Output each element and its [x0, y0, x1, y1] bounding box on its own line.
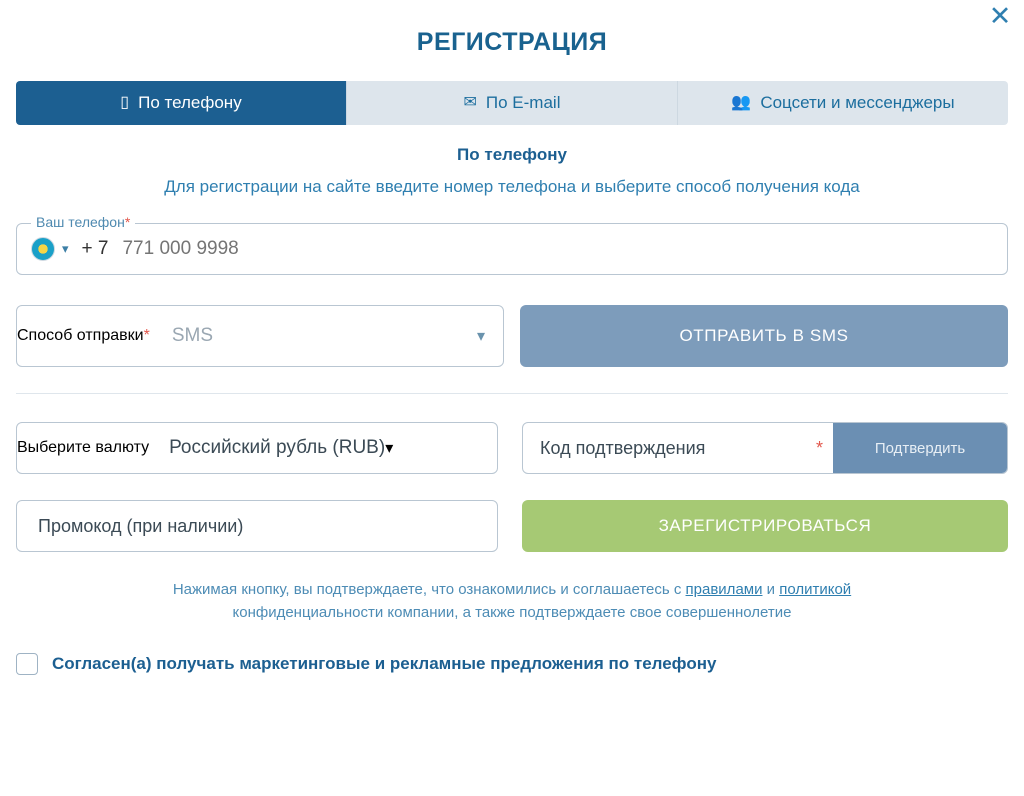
delivery-method-select[interactable]: [16, 305, 504, 367]
currency-value: Российский рубль (RUB): [169, 437, 386, 458]
page-title: РЕГИСТРАЦИЯ: [416, 28, 608, 56]
marketing-consent-checkbox[interactable]: [16, 653, 38, 675]
terms-part3: конфиденциальности компании, а также подтверждаете свое совершеннолетие: [232, 604, 792, 622]
divider: [16, 393, 1008, 394]
section-description: Для регистрации на сайте введите номер телефона и выберите способ получения кода: [164, 177, 860, 196]
terms-part1: Нажимая кнопку, вы подтверждаете, что ознакомились и соглашаетесь с: [172, 581, 686, 598]
tab-by-phone[interactable]: [16, 81, 347, 125]
registration-method-tabs: [16, 81, 1008, 125]
envelope-icon: ✉: [463, 94, 477, 111]
tab-social-networks-label: Соцсети и мессенджеры: [760, 93, 955, 112]
marketing-consent-row: [0, 653, 1024, 675]
section-heading: По телефону: [457, 145, 567, 164]
kazakhstan-flag-icon[interactable]: [31, 237, 55, 261]
delivery-row: [16, 305, 1008, 367]
delivery-method-value: SMS: [171, 325, 213, 346]
promo-register-row: [16, 500, 1008, 552]
confirmation-code-required-mark: *: [815, 437, 823, 458]
tab-by-email-label: По E-mail: [485, 93, 561, 112]
people-icon: 👥: [731, 94, 752, 111]
delivery-method-legend: Способ отправки*: [17, 327, 150, 344]
phone-input[interactable]: [120, 237, 1007, 261]
chevron-down-icon: ▾: [385, 440, 394, 457]
registration-form: [0, 214, 1024, 625]
close-icon[interactable]: ✕: [988, 0, 1012, 31]
phone-icon: ▯: [120, 94, 130, 111]
currency-legend: Выберите валюту: [17, 439, 150, 456]
register-button[interactable]: ЗАРЕГИСТРИРОВАТЬСЯ: [522, 500, 1008, 552]
currency-code-row: [16, 422, 1008, 474]
confirm-code-button[interactable]: Подтвердить: [833, 423, 1007, 473]
terms-policy-link[interactable]: политикой: [779, 581, 852, 598]
phone-field-legend: Ваш телефон*: [31, 214, 135, 230]
phone-dial-code: + 7: [81, 238, 109, 259]
terms-text: [16, 578, 1008, 625]
terms-part2: и: [762, 581, 780, 598]
tab-social-networks[interactable]: [678, 81, 1008, 125]
send-sms-button[interactable]: ОТПРАВИТЬ В SMS: [520, 305, 1008, 367]
confirmation-code-group: [522, 422, 1008, 474]
confirmation-code-input[interactable]: [523, 423, 816, 473]
promo-code-field[interactable]: [16, 500, 498, 552]
promo-code-input[interactable]: [36, 515, 497, 538]
phone-field[interactable]: [16, 214, 1008, 275]
tab-by-email[interactable]: [347, 81, 678, 125]
tab-by-phone-label: По телефону: [138, 93, 242, 112]
terms-rules-link[interactable]: правилами: [685, 581, 763, 598]
marketing-consent-label: Согласен(а) получать маркетинговые и рекламные предложения по телефону: [52, 653, 717, 673]
chevron-down-icon: ▾: [476, 328, 485, 345]
chevron-down-icon[interactable]: ▾: [62, 241, 69, 256]
currency-select[interactable]: [16, 422, 498, 474]
